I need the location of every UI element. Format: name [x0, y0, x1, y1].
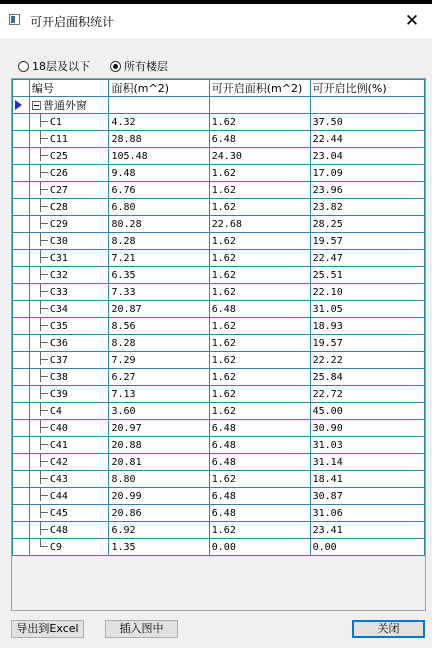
tree-connector-icon: [32, 406, 50, 415]
data-grid[interactable]: [11, 78, 426, 611]
cell-openable-area[interactable]: 24.30: [209, 148, 310, 165]
cell-id[interactable]: [29, 505, 109, 522]
row-id-text: C11: [49, 133, 68, 145]
cell-openable-area[interactable]: 1.62: [209, 182, 310, 199]
table-row[interactable]: [13, 284, 425, 301]
cell-id[interactable]: [29, 250, 109, 267]
cell-openable-area[interactable]: 1.62: [209, 250, 310, 267]
row-selector[interactable]: [13, 199, 30, 216]
cell-openable-area[interactable]: 1.62: [209, 165, 310, 182]
row-id-text: C40: [49, 422, 68, 434]
row-selector[interactable]: [13, 233, 30, 250]
radio-circle-icon: [18, 61, 29, 72]
row-id-text: C37: [49, 354, 68, 366]
column-header-area[interactable]: 面积(m^2): [109, 80, 209, 97]
row-id-text: C43: [49, 473, 68, 485]
group-row[interactable]: [13, 97, 425, 114]
cell-area[interactable]: 20.81: [109, 454, 209, 471]
column-header-openable-ratio[interactable]: 可开启比例(%): [310, 80, 424, 97]
tree-connector-icon: [32, 270, 50, 279]
table-row[interactable]: [13, 471, 425, 488]
header-row: [13, 80, 425, 97]
cell-openable-ratio[interactable]: 25.51: [310, 267, 424, 284]
cell-area[interactable]: 20.99: [109, 488, 209, 505]
table-row[interactable]: [13, 335, 425, 352]
cell-area[interactable]: 7.21: [109, 250, 209, 267]
cell-id[interactable]: [29, 199, 109, 216]
row-id-text: C38: [49, 371, 68, 383]
row-selector[interactable]: [13, 216, 30, 233]
window-title: 可开启面积统计: [30, 15, 115, 29]
area-table: [12, 79, 425, 556]
cell-id[interactable]: [29, 182, 109, 199]
table-row[interactable]: [13, 403, 425, 420]
tree-connector-icon: [32, 508, 50, 517]
title-bar: [0, 4, 432, 38]
tree-connector-icon: [32, 338, 50, 347]
cell-openable-area[interactable]: 1.62: [209, 522, 310, 539]
table-row[interactable]: [13, 182, 425, 199]
tree-connector-icon: [32, 491, 50, 500]
cell-area[interactable]: 3.60: [109, 403, 209, 420]
row-selector[interactable]: [13, 182, 30, 199]
cell-id[interactable]: [29, 352, 109, 369]
column-header-openable-area[interactable]: 可开启面积(m^2): [209, 80, 310, 97]
cell-area[interactable]: 8.28: [109, 335, 209, 352]
row-selector[interactable]: [13, 318, 30, 335]
group-cell[interactable]: [29, 97, 109, 114]
table-row[interactable]: [13, 131, 425, 148]
cell-openable-area[interactable]: 6.48: [209, 454, 310, 471]
tree-connector-icon: [32, 542, 50, 551]
cell-openable-area[interactable]: 6.48: [209, 488, 310, 505]
row-id-text: C33: [49, 286, 68, 298]
row-selector[interactable]: [13, 386, 30, 403]
cell-openable-ratio[interactable]: 31.03: [310, 437, 424, 454]
cell-openable-ratio[interactable]: 18.41: [310, 471, 424, 488]
table-row[interactable]: [13, 301, 425, 318]
row-header-corner: [13, 80, 30, 97]
cell-openable-ratio[interactable]: 22.47: [310, 250, 424, 267]
table-row[interactable]: [13, 114, 425, 131]
row-selector[interactable]: [13, 522, 30, 539]
row-selector[interactable]: [13, 114, 30, 131]
table-row[interactable]: [13, 369, 425, 386]
cell-openable-area[interactable]: 1.62: [209, 199, 310, 216]
tree-connector-icon: [32, 321, 50, 330]
cell-openable-area[interactable]: 1.62: [209, 471, 310, 488]
cell-openable-ratio[interactable]: 0.00: [310, 539, 424, 556]
cell-openable-ratio[interactable]: 28.25: [310, 216, 424, 233]
close-icon[interactable]: ✕: [404, 11, 420, 31]
table-row[interactable]: [13, 199, 425, 216]
row-selector[interactable]: [13, 403, 30, 420]
row-id-text: C42: [49, 456, 68, 468]
row-selector[interactable]: [13, 488, 30, 505]
row-id-text: C39: [49, 388, 68, 400]
table-row[interactable]: [13, 250, 425, 267]
tree-connector-icon: [32, 440, 50, 449]
cell-id[interactable]: [29, 131, 109, 148]
group-ratio-cell[interactable]: [310, 97, 424, 114]
tree-connector-icon: [32, 168, 50, 177]
tree-connector-icon: [32, 474, 50, 483]
row-selector[interactable]: [13, 420, 30, 437]
cell-openable-ratio[interactable]: 37.50: [310, 114, 424, 131]
cell-area[interactable]: 6.92: [109, 522, 209, 539]
radio-label: 18层及以下: [32, 60, 90, 73]
row-selector[interactable]: [13, 505, 30, 522]
tree-connector-icon: [32, 134, 50, 143]
cell-area[interactable]: 28.88: [109, 131, 209, 148]
tree-connector-icon: [32, 304, 50, 313]
table-row[interactable]: [13, 505, 425, 522]
cell-id[interactable]: [29, 437, 109, 454]
row-selector[interactable]: [13, 471, 30, 488]
cell-openable-area[interactable]: 6.48: [209, 131, 310, 148]
table-row[interactable]: [13, 233, 425, 250]
cell-openable-area[interactable]: 1.62: [209, 403, 310, 420]
cell-id[interactable]: [29, 522, 109, 539]
cell-area[interactable]: 6.27: [109, 369, 209, 386]
cell-id[interactable]: [29, 216, 109, 233]
tree-connector-icon: [32, 253, 50, 262]
cell-id[interactable]: [29, 471, 109, 488]
cell-area[interactable]: 7.13: [109, 386, 209, 403]
table-row[interactable]: [13, 522, 425, 539]
row-id-text: C48: [49, 524, 68, 536]
cell-openable-area[interactable]: 1.62: [209, 386, 310, 403]
cell-openable-ratio[interactable]: 31.05: [310, 301, 424, 318]
table-row[interactable]: [13, 216, 425, 233]
cell-openable-area[interactable]: 6.48: [209, 437, 310, 454]
row-selector[interactable]: [13, 352, 30, 369]
cell-openable-ratio[interactable]: 23.41: [310, 522, 424, 539]
row-id-text: C29: [49, 218, 68, 230]
row-selector[interactable]: [13, 284, 30, 301]
cell-area[interactable]: 8.28: [109, 233, 209, 250]
collapse-icon[interactable]: [32, 101, 41, 110]
cell-id[interactable]: [29, 165, 109, 182]
export-excel-button[interactable]: 导出到Excel: [11, 620, 84, 638]
table-row[interactable]: [13, 267, 425, 284]
cell-openable-ratio[interactable]: 45.00: [310, 403, 424, 420]
cell-id[interactable]: [29, 301, 109, 318]
cell-openable-ratio[interactable]: 23.96: [310, 182, 424, 199]
cell-area[interactable]: 6.35: [109, 267, 209, 284]
row-selector[interactable]: [13, 369, 30, 386]
row-id-text: C34: [49, 303, 68, 315]
table-row[interactable]: [13, 539, 425, 556]
cell-openable-ratio[interactable]: 31.14: [310, 454, 424, 471]
tree-connector-icon: [32, 236, 50, 245]
table-row[interactable]: [13, 454, 425, 471]
cell-openable-area[interactable]: 0.00: [209, 539, 310, 556]
cell-openable-ratio[interactable]: 22.22: [310, 352, 424, 369]
row-id-text: C25: [49, 150, 68, 162]
tree-connector-icon: [32, 423, 50, 432]
cell-area[interactable]: 105.48: [109, 148, 209, 165]
tree-connector-icon: [32, 117, 50, 126]
cell-id[interactable]: [29, 267, 109, 284]
cell-openable-area[interactable]: 1.62: [209, 352, 310, 369]
cell-area[interactable]: 8.80: [109, 471, 209, 488]
radio-label: 所有楼层: [124, 60, 168, 73]
cell-id[interactable]: [29, 539, 109, 556]
cell-id[interactable]: [29, 386, 109, 403]
table-row[interactable]: [13, 352, 425, 369]
cell-openable-area[interactable]: 1.62: [209, 284, 310, 301]
tree-connector-icon: [32, 151, 50, 160]
cell-area[interactable]: 20.88: [109, 437, 209, 454]
group-label: 普通外窗: [42, 98, 87, 112]
table-row[interactable]: [13, 386, 425, 403]
cell-openable-ratio[interactable]: 22.72: [310, 386, 424, 403]
cell-openable-area[interactable]: 1.62: [209, 335, 310, 352]
table-row[interactable]: [13, 148, 425, 165]
cell-area[interactable]: 1.35: [109, 539, 209, 556]
cell-openable-area[interactable]: 22.68: [209, 216, 310, 233]
row-selector[interactable]: [13, 131, 30, 148]
table-row[interactable]: [13, 488, 425, 505]
cell-openable-area[interactable]: 1.62: [209, 114, 310, 131]
row-id-text: C26: [49, 167, 68, 179]
radio-18-floors-and-below[interactable]: [18, 58, 90, 74]
column-header-id[interactable]: 编号: [29, 80, 109, 97]
row-id-text: C35: [49, 320, 68, 332]
row-selector[interactable]: [13, 250, 30, 267]
radio-circle-selected-icon: [110, 61, 121, 72]
row-id-text: C45: [49, 507, 68, 519]
row-selector[interactable]: [13, 165, 30, 182]
row-id-text: C28: [49, 201, 68, 213]
tree-connector-icon: [32, 372, 50, 381]
tree-connector-icon: [32, 389, 50, 398]
cell-area[interactable]: 80.28: [109, 216, 209, 233]
cell-id[interactable]: [29, 369, 109, 386]
cell-id[interactable]: [29, 318, 109, 335]
cell-openable-ratio[interactable]: 23.82: [310, 199, 424, 216]
table-row[interactable]: [13, 165, 425, 182]
cell-id[interactable]: [29, 114, 109, 131]
cell-openable-ratio[interactable]: 31.06: [310, 505, 424, 522]
cell-openable-area[interactable]: 1.62: [209, 369, 310, 386]
tree-connector-icon: [32, 457, 50, 466]
table-row[interactable]: [13, 420, 425, 437]
cell-openable-ratio[interactable]: 30.90: [310, 420, 424, 437]
cell-area[interactable]: 6.76: [109, 182, 209, 199]
row-selector[interactable]: [13, 539, 30, 556]
cell-area[interactable]: 20.97: [109, 420, 209, 437]
row-id-text: C36: [49, 337, 68, 349]
row-id-text: C30: [49, 235, 68, 247]
cell-openable-ratio[interactable]: 19.57: [310, 335, 424, 352]
cell-openable-ratio[interactable]: 30.87: [310, 488, 424, 505]
cell-area[interactable]: 8.56: [109, 318, 209, 335]
table-row[interactable]: [13, 437, 425, 454]
cell-openable-ratio[interactable]: 18.93: [310, 318, 424, 335]
tree-connector-icon: [32, 525, 50, 534]
group-openable-cell[interactable]: [209, 97, 310, 114]
row-selector[interactable]: [13, 454, 30, 471]
cell-area[interactable]: 6.80: [109, 199, 209, 216]
cell-openable-area[interactable]: 6.48: [209, 301, 310, 318]
window-app-icon: [9, 14, 20, 25]
row-selector[interactable]: [13, 301, 30, 318]
cell-openable-area[interactable]: 1.62: [209, 267, 310, 284]
cell-openable-area[interactable]: 1.62: [209, 233, 310, 250]
row-id-text: C41: [49, 439, 68, 451]
cell-area[interactable]: 20.87: [109, 301, 209, 318]
tree-connector-icon: [32, 185, 50, 194]
close-button[interactable]: 关闭: [352, 620, 425, 638]
cell-openable-ratio[interactable]: 22.10: [310, 284, 424, 301]
cell-id[interactable]: [29, 233, 109, 250]
cell-openable-ratio[interactable]: 17.09: [310, 165, 424, 182]
table-row[interactable]: [13, 318, 425, 335]
cell-openable-area[interactable]: 6.48: [209, 420, 310, 437]
cell-openable-ratio[interactable]: 23.04: [310, 148, 424, 165]
cell-area[interactable]: 7.29: [109, 352, 209, 369]
row-selector[interactable]: [13, 148, 30, 165]
cell-id[interactable]: [29, 284, 109, 301]
row-id-text: C44: [49, 490, 68, 502]
cell-openable-ratio[interactable]: 25.84: [310, 369, 424, 386]
tree-connector-icon: [32, 202, 50, 211]
cell-openable-ratio[interactable]: 22.44: [310, 131, 424, 148]
cell-openable-ratio[interactable]: 19.57: [310, 233, 424, 250]
current-row-pointer-icon: [15, 100, 22, 110]
radio-all-floors[interactable]: [110, 58, 168, 74]
cell-id[interactable]: [29, 335, 109, 352]
row-selector[interactable]: [13, 267, 30, 284]
cell-openable-area[interactable]: 6.48: [209, 505, 310, 522]
cell-area[interactable]: 20.86: [109, 505, 209, 522]
tree-connector-icon: [32, 219, 50, 228]
cell-area[interactable]: 9.48: [109, 165, 209, 182]
row-selector[interactable]: [13, 97, 30, 114]
group-area-cell[interactable]: [109, 97, 209, 114]
row-id-text: C32: [49, 269, 68, 281]
tree-connector-icon: [32, 287, 50, 296]
cell-id[interactable]: [29, 454, 109, 471]
cell-id[interactable]: [29, 403, 109, 420]
row-id-text: C1: [49, 116, 62, 128]
cell-area[interactable]: 7.33: [109, 284, 209, 301]
dialog-window: [0, 4, 432, 648]
cell-openable-area[interactable]: 1.62: [209, 318, 310, 335]
row-id-text: C31: [49, 252, 68, 264]
row-selector[interactable]: [13, 437, 30, 454]
tree-connector-icon: [32, 355, 50, 364]
cell-id[interactable]: [29, 420, 109, 437]
row-id-text: C27: [49, 184, 68, 196]
cell-area[interactable]: 4.32: [109, 114, 209, 131]
cell-id[interactable]: [29, 148, 109, 165]
cell-id[interactable]: [29, 488, 109, 505]
insert-into-drawing-button[interactable]: 插入图中: [105, 620, 178, 638]
row-id-text: C4: [49, 405, 62, 417]
row-selector[interactable]: [13, 335, 30, 352]
row-id-text: C9: [49, 541, 62, 553]
